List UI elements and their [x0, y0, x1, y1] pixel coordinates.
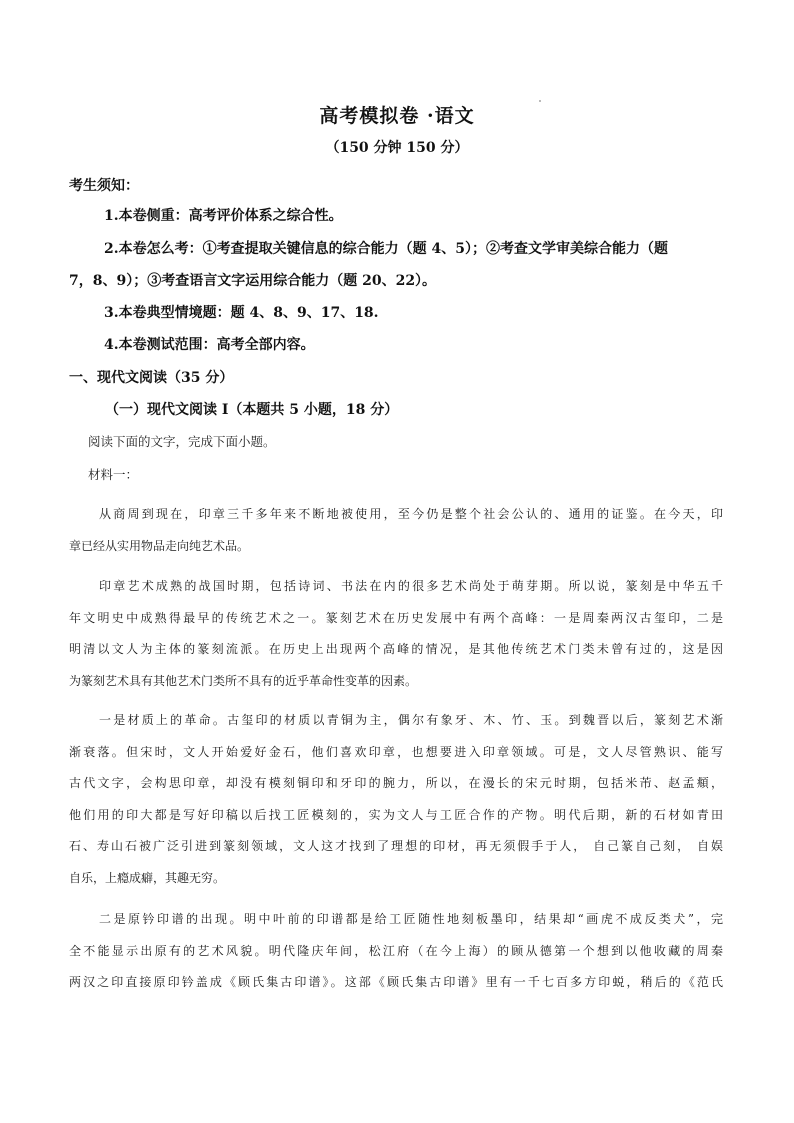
passage-line: 古代文字，会构思印章，却没有模刻铜印和牙印的腕力，所以，在漫长的宋元时期，包括米芾、赵孟頫， [69, 776, 723, 790]
exam-title: 高考模拟卷 ·语文 [319, 105, 475, 127]
passage-line: 全不能显示出原有的艺术风貌。明代隆庆年间，松江府（在今上海）的顾从德第一个想到以他收藏的周秦 [69, 943, 723, 958]
passage-line: 自乐，上瘾成癖，其趣无穷。 [69, 870, 226, 885]
notice-item-2-line-1: 2.本卷怎么考：①考查提取关键信息的综合能力（题 4、5）；②考查文学审美综合能力（题 [104, 241, 668, 257]
exam-duration-score: （150 分钟 150 分） [325, 140, 469, 156]
passage-line: 年文明史中成熟得最早的传统艺术之一。篆刻艺术在历史发展中有两个高峰：一是周秦两汉古玺印，二是 [69, 610, 723, 625]
passage-line: 一是材质上的革命。古玺印的材质以青铜为主，偶尔有象牙、木、竹、玉。到魏晋以后，篆刻艺术渐 [99, 713, 723, 727]
section-sub-heading: （一）现代文阅读 Ⅰ（本题共 5 小题，18 分） [105, 402, 399, 418]
passage-line: 从商周到现在，印章三千多年来不断地被使用，至今仍是整个社会公认的、通用的证鉴。在今天，印 [99, 507, 723, 521]
notice-item-2-line-2: 7，8、9）；③考查语言文字运用综合能力（题 20、22）。 [69, 273, 437, 289]
notice-item-4: 4.本卷测试范围：高考全部内容。 [104, 337, 315, 353]
passage-line: 明清以文人为主体的篆刻流派。在历史上出现两个高峰的情况，是其他传统艺术门类未曾有过的，这是因 [69, 642, 723, 656]
passage-paragraph-4 [69, 904, 723, 999]
material-label: 材料一： [88, 467, 139, 482]
passage-paragraph-1 [69, 499, 723, 562]
reading-instruction: 阅读下面的文字，完成下面小题。 [88, 434, 276, 449]
passage-paragraph-3 [69, 705, 723, 894]
passage-line: 章已经从实用物品走向纯艺术品。 [69, 538, 250, 553]
section-heading: 一、现代文阅读（35 分） [69, 370, 234, 386]
notice-item-3: 3.本卷典型情境题：题 4、8、9、17、18. [104, 305, 379, 321]
notice-heading: 考生须知： [69, 178, 139, 194]
notice-item-1: 1.本卷侧重：高考评价体系之综合性。 [104, 208, 343, 224]
passage-line: 两汉之印直接原印钤盖成《顾氏集古印谱》。这部《顾氏集古印谱》里有一千七百多方印蜕，稍后的《范氏 [69, 975, 723, 989]
passage-line: 渐衰落。但宋时，文人开始爱好金石，他们喜欢印章，也想要进入印章领域。可是，文人尽管熟识、能写 [69, 744, 723, 759]
passage-line: 他们用的印大都是写好印稿以后找工匠模刻的，实为文人与工匠合作的产物。明代后期，新的石材如青田 [69, 807, 723, 822]
passage-line: 二是原钤印谱的出现。明中叶前的印谱都是给工匠随性地刻板墨印，结果却“画虎不成反类犬”，完 [99, 912, 723, 926]
passage-line: 印章艺术成熟的战国时期，包括诗词、书法在内的很多艺术尚处于萌芽期。所以说，篆刻是中华五千 [99, 579, 723, 593]
passage-paragraph-2 [69, 571, 723, 697]
passage-line: 为篆刻艺术具有其他艺术门类所不具有的近乎革命性变革的因素。 [69, 673, 418, 688]
passage-line: 石、寿山石被广泛引进到篆刻领域，文人这才找到了理想的印材，再无须假手于人， 自己篆自己刻， 自娱 [69, 839, 723, 853]
